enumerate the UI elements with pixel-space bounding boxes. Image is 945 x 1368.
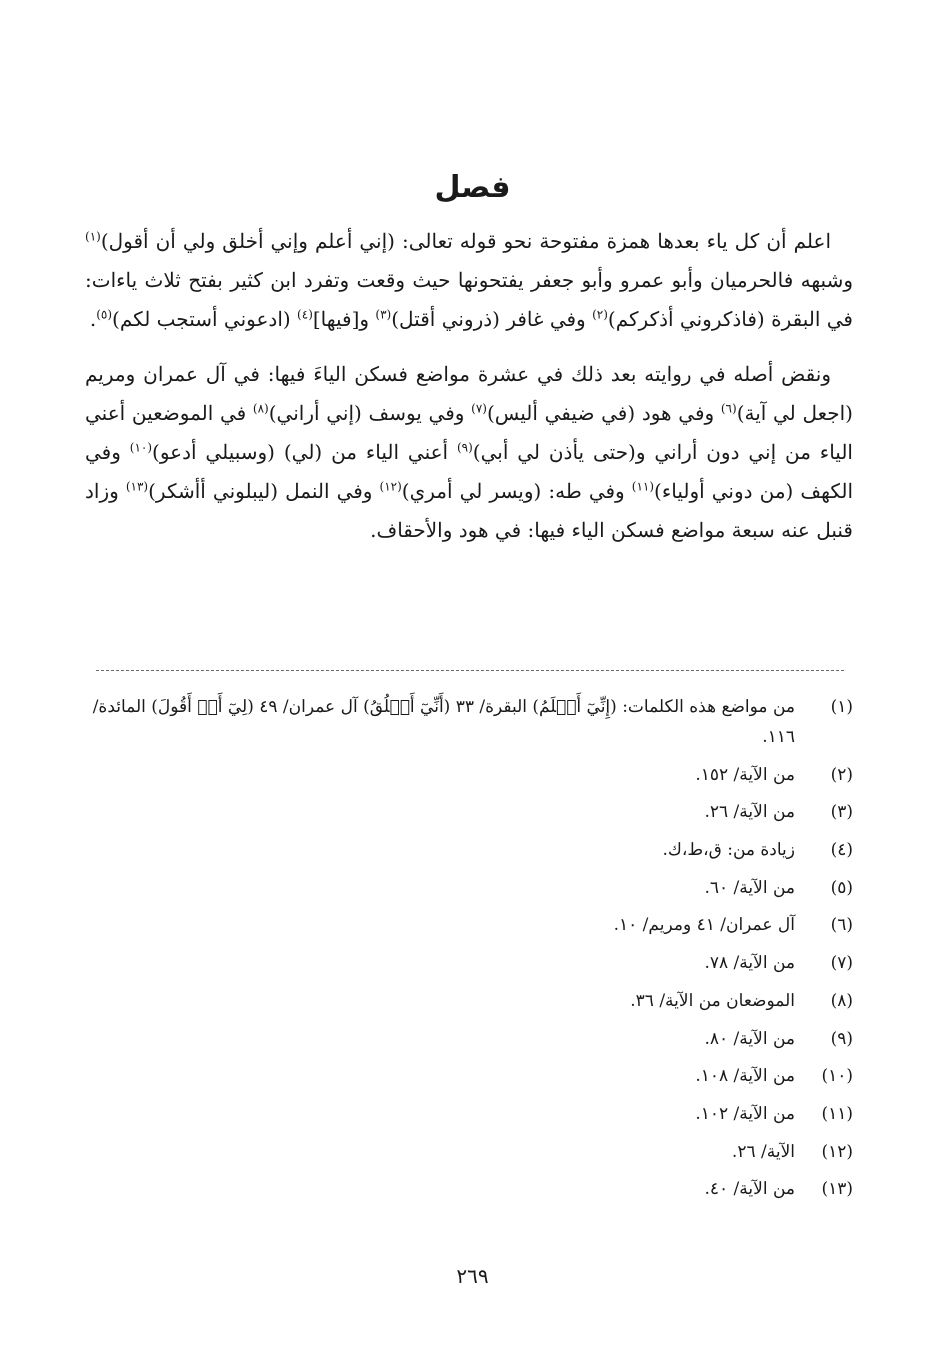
- text-run: اعلم أن كل ياء بعدها همزة مفتوحة نحو قوله تعالى: (إني أعلم وإني أخلق ولي أن أقول): [100, 229, 831, 253]
- page-number: ٢٦٩: [456, 1264, 489, 1288]
- footnote-ref: (١٠): [129, 440, 153, 455]
- footnote-ref: (١١): [631, 479, 655, 494]
- footnote-text: آل عمران/ ٤١ ومريم/ ١٠.: [613, 915, 795, 936]
- footnote-text: من الآية/ ١٠٨.: [695, 1066, 795, 1087]
- paragraph: [85, 355, 853, 550]
- footnote-text: من الآية/ ٧٨.: [704, 953, 795, 974]
- footnote: [85, 910, 853, 940]
- footnote-text: الموضعان من الآية/ ٣٦.: [630, 990, 795, 1011]
- footnote-text: من الآية/ ٨٠.: [704, 1028, 795, 1049]
- text-run: وفي يوسف (إني أراني): [268, 401, 472, 425]
- footnote: [85, 1137, 853, 1167]
- footnote-text: من الآية/ ١٥٢.: [695, 764, 795, 785]
- main-text: [85, 222, 853, 550]
- text-run: وفي الكهف (من دوني أولياء): [85, 440, 854, 503]
- footnote-text: من الآية/ ٢٦.: [704, 802, 795, 823]
- footnote-text: من الآية/ ٦٠.: [704, 877, 795, 898]
- footnote-text: الآية/ ٢٦.: [731, 1141, 795, 1162]
- footnote-ref: (٤): [297, 307, 313, 322]
- footnote-number: (١): [830, 697, 853, 717]
- footnote-ref: (٩): [456, 440, 473, 455]
- text-run: في الموضعين أعني الياء من إني دون أراني و(حتى يأذن لي أبي): [85, 401, 853, 464]
- paragraph: [85, 222, 853, 339]
- footnote: [85, 1061, 853, 1091]
- footnote: [85, 873, 853, 903]
- footnote-ref: (٢): [592, 307, 608, 322]
- footnote-number: (١١): [821, 1103, 853, 1124]
- footnote-text: زيادة من: ق،ط،ك.: [662, 840, 795, 861]
- footnote-number: (٦): [830, 915, 853, 936]
- footnote-number: (٨): [830, 990, 853, 1011]
- footnote-number: (٢): [830, 764, 853, 785]
- footnote-number: (٥): [830, 877, 853, 898]
- text-run: وفي هود (في ضيفي أليس): [486, 401, 721, 425]
- footnote: [85, 1024, 853, 1054]
- footnote-number: (١٣): [821, 1179, 853, 1200]
- footnote-text: من الآية/ ٤٠.: [704, 1179, 795, 1200]
- text-run: (ادعوني أستجب لكم): [112, 307, 298, 331]
- footnote-ref: (٧): [471, 401, 487, 416]
- footnote-number: (٣): [830, 802, 853, 823]
- text-run: وفي غافر (ذروني أقتل): [391, 307, 593, 331]
- footnote-number: (١٠): [821, 1066, 853, 1087]
- footnote: [85, 760, 853, 790]
- text-run: .: [89, 307, 97, 331]
- text-run: وشبهه فالحرميان وأبو عمرو وأبو جعفر يفتحونها حيث وقعت وتفرد ابن كثير بفتح ثلاث ياءات: في البقرة (فاذكروني أذكركم): [85, 268, 853, 331]
- footnote: [85, 835, 853, 865]
- text-run: وفي طه: (ويسر لي أمري): [401, 479, 632, 503]
- footnote-number: (٤): [830, 840, 853, 861]
- footnote-number: (٩): [830, 1028, 853, 1049]
- footnote-number: (١٢): [821, 1141, 853, 1162]
- footnote-number: (٧): [830, 953, 853, 974]
- footnote-ref: (٨): [252, 401, 269, 416]
- footnote-ref: (١٣): [125, 479, 149, 494]
- text-run: وفي النمل (ليبلوني أأشكر): [148, 479, 380, 503]
- footnote-ref: (٥): [96, 307, 113, 322]
- footnote-separator: [96, 670, 844, 671]
- text-run: و[فيها]: [312, 307, 376, 331]
- text-run: ونقض أصله في روايته بعد ذلك في عشرة مواضع فسكن الياءَ فيها: في آل عمران ومريم (اجعل لي آية): [85, 362, 853, 425]
- footnotes-list: [85, 692, 853, 1212]
- footnote-text: من مواضع هذه الكلمات: (إِنِّيٓ أَعۡلَمُ) البقرة/ ٣٣ (أَنِّيٓ أَخۡلُقُ) آل عمران/ ٤٩ (لِيٓ أَنۡ أَقُولَ) المائدة/ ١١٦.: [92, 697, 795, 747]
- footnote-ref: (٣): [375, 307, 392, 322]
- footnote: [85, 1099, 853, 1129]
- section-title: فصل: [434, 170, 511, 205]
- footnote-text: من الآية/ ١٠٢.: [695, 1103, 795, 1124]
- footnote-ref: (٦): [720, 401, 737, 416]
- text-run: وزاد قنبل عنه سبعة مواضع فسكن الياء فيها: في هود والأحقاف.: [85, 479, 853, 542]
- footnote: [85, 692, 853, 752]
- footnote-ref: (١٢): [379, 479, 402, 494]
- footnote: [85, 948, 853, 978]
- footnote: [85, 797, 853, 827]
- footnote: [85, 986, 853, 1016]
- text-run: أعني الياء من (لي) (وسبيلي أدعو): [152, 440, 457, 464]
- footnote: [85, 1174, 853, 1204]
- footnote-ref: (١): [85, 229, 101, 244]
